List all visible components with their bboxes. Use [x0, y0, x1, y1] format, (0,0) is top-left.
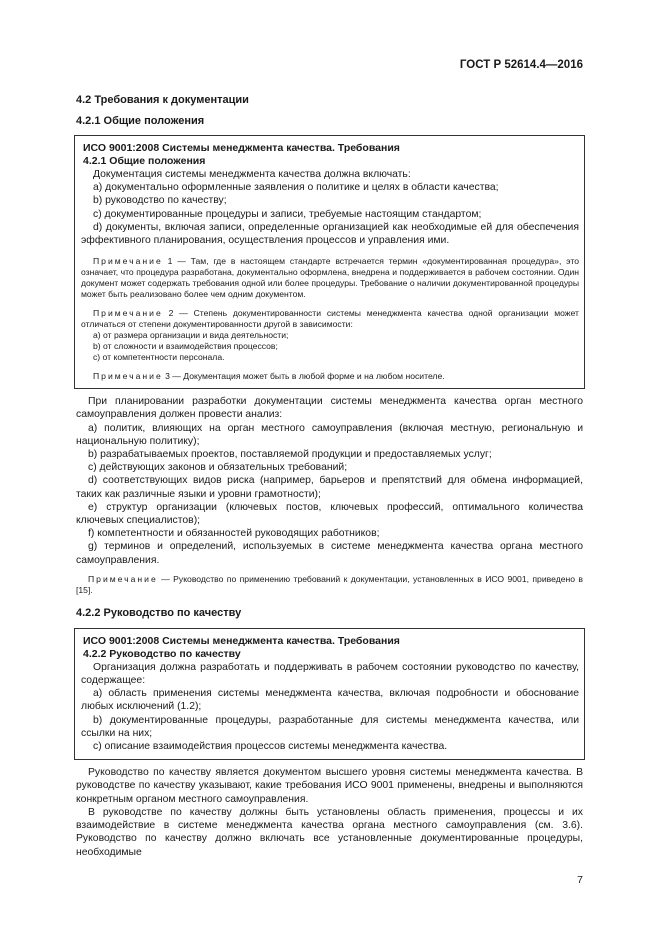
list-item: b) разрабатываемых проектов, поставляемой продукции и предоставляемых услуг; [88, 449, 492, 461]
note-text: — Руководство по применению требований к документации, установленных в ИСО 9001, приведено в [15]. [76, 573, 583, 595]
box-subtitle: 4.2.1 Общие положения [83, 155, 206, 167]
box-note-2 [81, 308, 579, 330]
list-item: c) действующих законов и обязательных требований; [88, 462, 348, 474]
note-text: 3 — Документация может быть в любой форме и на любом носителе. [162, 371, 445, 382]
box-line: a) документально оформленные заявления о политике и целях в области качества; [93, 182, 499, 194]
list-item: a) политик, влияющих на орган местного самоуправления (включая местную, региональную и национальную политику); [76, 422, 583, 447]
list-item: g) терминов и определений, используемых в системе менеджмента качества органа местного самоуправления. [76, 541, 583, 566]
note-label: Примечание [93, 308, 163, 319]
box-line: d) документы, включая записи, определенные организацией как необходимые ей для обеспечения эффективного планирования, осуществления процессов и управления ими. [81, 221, 579, 247]
note-item: a) от размера организации и вида деятельности; [93, 330, 289, 341]
note-item: b) от сложности и взаимодействия процессов; [93, 341, 278, 352]
list-item: f) компетентности и обязанностей руководящих работников; [88, 528, 380, 540]
body-paragraph: Руководство по качеству является документом высшего уровня системы менеджмента качества. В руководстве по качеству указывают, какие требования ИСО 9001 применены, внедрены и выполняются конкретным органом местного самоуправления. [76, 767, 583, 805]
body-note [76, 574, 583, 596]
box-line: b) руководство по качеству; [93, 195, 227, 207]
note-item: c) от компетентности персонала. [93, 352, 225, 363]
page-number: 7 [577, 874, 583, 886]
note-text: 1 — Там, где в настоящем стандарте встречается термин «документированная процедура», это означает, что процедура разработана, документально оформлена, внедрена и поддерживается в рабочем состоянии. Один документ может содержать требования одной или более процедуры. Требование о наличии документированной процедуры может быть реализовано более чем одним документом. [81, 256, 579, 300]
box-line: Документация системы менеджмента качества должна включать: [93, 169, 411, 180]
note-label: Примечание [93, 371, 163, 382]
iso-quote-box-manual [74, 628, 585, 760]
box-title: ИСО 9001:2008 Системы менеджмента качества. Требования [83, 634, 400, 647]
box-line: Организация должна разработать и поддерживать в рабочем состоянии руководство по качеству, содержащее: [81, 661, 579, 687]
iso-quote-box-general [74, 135, 585, 389]
section-heading-4-2: 4.2 Требования к документации [76, 94, 249, 106]
box-line: a) область применения системы менеджмента качества, включая подробности и обоснование любых исключений (1.2); [81, 688, 579, 713]
section-heading-4-2-1: 4.2.1 Общие положения [76, 115, 205, 127]
list-item: e) структур организации (ключевых постов, ключевых профессий, оптимального количества ключевых специалистов); [76, 501, 583, 527]
document-header: ГОСТ Р 52614.4—2016 [459, 59, 583, 71]
section-heading-4-2-2: 4.2.2 Руководство по качеству [76, 606, 242, 619]
box-line: c) описание взаимодействия процессов системы менеджмента качества. [93, 741, 448, 753]
note-text: 2 — Степень документированности системы менеджмента качества одной организации может отличаться от степени документированности другой в зависимости: [81, 308, 579, 330]
box-title: ИСО 9001:2008 Системы менеджмента качества. Требования [83, 142, 400, 154]
box-line: c) документированные процедуры и записи, требуемые настоящим стандартом; [93, 208, 482, 220]
body-paragraph: В руководстве по качеству должны быть установлены область применения, процессы и их взаимодействие в системе менеджмента качества органа местного самоуправления (см. 3.6). Руководство по качеству должно включать все установленные документированные процедуры, необходимые [76, 806, 583, 858]
box-note-3 [81, 371, 579, 382]
list-item: d) соответствующих видов риска (например, барьеров и препятствий для обмена информацией, таких как различные языки и уровни грамотности); [76, 475, 583, 500]
body-paragraph: При планировании разработки документации системы менеджмента качества орган местного самоуправления должен провести анализ: [76, 396, 583, 421]
box-line: b) документированные процедуры, разработанные для системы менеджмента качества, или ссылки на них; [81, 714, 579, 739]
note-label: Примечание [93, 256, 163, 267]
page-content [76, 93, 583, 859]
box-subtitle: 4.2.2 Руководство по качеству [83, 647, 241, 660]
note-label: Примечание [88, 573, 158, 584]
box-note-1 [81, 256, 579, 300]
